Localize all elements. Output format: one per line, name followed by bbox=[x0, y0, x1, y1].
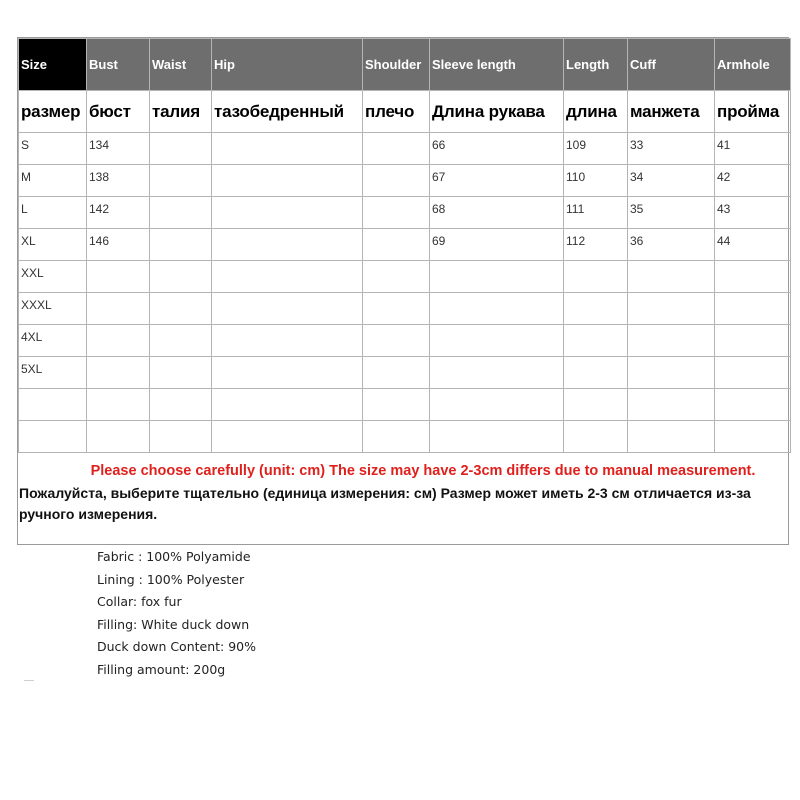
header-row-russian bbox=[19, 91, 791, 133]
table-row bbox=[19, 389, 791, 421]
table-cell bbox=[150, 165, 212, 197]
table-cell bbox=[430, 421, 564, 453]
table-cell bbox=[19, 421, 87, 453]
table-cell: тазобедренный bbox=[212, 91, 363, 133]
table-cell bbox=[628, 421, 715, 453]
table-cell: 146 bbox=[87, 229, 150, 261]
product-specs bbox=[97, 546, 256, 681]
size-table bbox=[18, 38, 791, 453]
measurement-notice bbox=[18, 452, 788, 525]
table-cell: L bbox=[19, 197, 87, 229]
table-cell: 111 bbox=[564, 197, 628, 229]
table-cell bbox=[150, 357, 212, 389]
table-cell bbox=[150, 389, 212, 421]
table-row bbox=[19, 261, 791, 293]
spec-line: Collar: fox fur bbox=[97, 594, 182, 609]
table-cell bbox=[87, 293, 150, 325]
table-cell: 41 bbox=[715, 133, 791, 165]
table-cell bbox=[628, 293, 715, 325]
table-cell bbox=[212, 133, 363, 165]
table-row bbox=[19, 325, 791, 357]
size-chart bbox=[17, 37, 789, 545]
table-cell bbox=[363, 421, 430, 453]
spec-line: Filling amount: 200g bbox=[97, 661, 226, 677]
table-cell bbox=[150, 229, 212, 261]
table-cell bbox=[19, 389, 87, 421]
table-cell: M bbox=[19, 165, 87, 197]
table-cell: 4XL bbox=[19, 325, 87, 357]
table-cell bbox=[715, 325, 791, 357]
table-cell bbox=[564, 357, 628, 389]
table-cell: 44 bbox=[715, 229, 791, 261]
table-cell: Bust bbox=[87, 39, 150, 91]
table-cell: длина bbox=[564, 91, 628, 133]
table-cell: 42 bbox=[715, 165, 791, 197]
table-cell: XXL bbox=[19, 261, 87, 293]
table-cell bbox=[87, 325, 150, 357]
table-cell bbox=[212, 389, 363, 421]
spec-line: Filling: White duck down bbox=[97, 616, 250, 632]
table-cell bbox=[564, 421, 628, 453]
table-cell: 134 bbox=[87, 133, 150, 165]
table-cell bbox=[212, 293, 363, 325]
table-cell: 34 bbox=[628, 165, 715, 197]
table-cell: 112 bbox=[564, 229, 628, 261]
table-cell: 110 bbox=[564, 165, 628, 197]
table-cell bbox=[564, 261, 628, 293]
table-cell: 68 bbox=[430, 197, 564, 229]
table-cell bbox=[212, 165, 363, 197]
table-cell: бюст bbox=[87, 91, 150, 133]
table-cell bbox=[430, 261, 564, 293]
table-cell: талия bbox=[150, 91, 212, 133]
table-cell bbox=[628, 325, 715, 357]
table-cell bbox=[363, 357, 430, 389]
table-row bbox=[19, 229, 791, 261]
table-cell: Длина рукава bbox=[430, 91, 564, 133]
table-cell: Cuff bbox=[628, 39, 715, 91]
table-cell bbox=[564, 389, 628, 421]
table-row bbox=[19, 293, 791, 325]
table-cell: 109 bbox=[564, 133, 628, 165]
table-cell bbox=[212, 325, 363, 357]
spec-line: Lining : 100% Polyester bbox=[97, 571, 245, 587]
table-cell bbox=[363, 197, 430, 229]
table-cell: Length bbox=[564, 39, 628, 91]
table-row bbox=[19, 165, 791, 197]
table-cell: XXXL bbox=[19, 293, 87, 325]
table-cell bbox=[715, 421, 791, 453]
table-cell: 66 bbox=[430, 133, 564, 165]
table-cell bbox=[715, 357, 791, 389]
table-cell bbox=[87, 261, 150, 293]
table-cell bbox=[564, 325, 628, 357]
divider-mark bbox=[24, 680, 34, 681]
table-cell bbox=[212, 261, 363, 293]
table-cell bbox=[363, 229, 430, 261]
table-cell bbox=[363, 293, 430, 325]
table-cell: Hip bbox=[212, 39, 363, 91]
table-cell: 5XL bbox=[19, 357, 87, 389]
table-cell bbox=[628, 261, 715, 293]
table-cell bbox=[212, 197, 363, 229]
table-cell bbox=[715, 261, 791, 293]
table-row bbox=[19, 357, 791, 389]
table-cell: 142 bbox=[87, 197, 150, 229]
table-cell: Waist bbox=[150, 39, 212, 91]
spec-line: Fabric : 100% Polyamide bbox=[97, 549, 251, 564]
table-cell bbox=[628, 357, 715, 389]
table-cell bbox=[87, 389, 150, 421]
table-cell bbox=[150, 421, 212, 453]
table-row bbox=[19, 197, 791, 229]
table-cell bbox=[430, 293, 564, 325]
table-cell: 138 bbox=[87, 165, 150, 197]
table-cell bbox=[212, 229, 363, 261]
table-cell bbox=[363, 389, 430, 421]
table-cell: манжета bbox=[628, 91, 715, 133]
table-cell bbox=[715, 389, 791, 421]
table-cell: XL bbox=[19, 229, 87, 261]
table-cell: 69 bbox=[430, 229, 564, 261]
table-cell: 33 bbox=[628, 133, 715, 165]
table-cell bbox=[363, 325, 430, 357]
table-cell: размер bbox=[19, 91, 87, 133]
table-cell bbox=[430, 357, 564, 389]
table-cell bbox=[150, 133, 212, 165]
table-cell bbox=[715, 293, 791, 325]
notice-english: Please choose carefully (unit: cm) The size may have 2-3cm differs due to manual measurement. bbox=[90, 463, 756, 479]
table-cell bbox=[212, 421, 363, 453]
table-cell bbox=[430, 325, 564, 357]
table-cell bbox=[87, 357, 150, 389]
table-cell: S bbox=[19, 133, 87, 165]
spec-line: Duck down Content: 90% bbox=[97, 639, 257, 654]
table-cell: 35 bbox=[628, 197, 715, 229]
table-cell bbox=[87, 421, 150, 453]
table-cell bbox=[212, 357, 363, 389]
table-cell: пройма bbox=[715, 91, 791, 133]
table-cell: Shoulder bbox=[363, 39, 430, 91]
notice-russian: Пожалуйста, выберите тщательно (единица измерения: см) Размер может иметь 2-3 см отличается из-за ручного измерения. bbox=[19, 485, 751, 522]
table-cell: 43 bbox=[715, 197, 791, 229]
table-cell: Armhole bbox=[715, 39, 791, 91]
table-cell: Sleeve length bbox=[430, 39, 564, 91]
table-cell bbox=[150, 325, 212, 357]
table-cell bbox=[363, 261, 430, 293]
table-cell bbox=[150, 293, 212, 325]
table-cell bbox=[363, 133, 430, 165]
header-row-english bbox=[19, 39, 791, 91]
table-cell bbox=[430, 389, 564, 421]
table-cell: плечо bbox=[363, 91, 430, 133]
table-row bbox=[19, 133, 791, 165]
table-row bbox=[19, 421, 791, 453]
table-cell bbox=[564, 293, 628, 325]
table-cell bbox=[150, 261, 212, 293]
table-cell: Size bbox=[19, 39, 87, 91]
table-cell: 67 bbox=[430, 165, 564, 197]
table-cell: 36 bbox=[628, 229, 715, 261]
table-cell bbox=[363, 165, 430, 197]
table-cell bbox=[150, 197, 212, 229]
table-cell bbox=[628, 389, 715, 421]
